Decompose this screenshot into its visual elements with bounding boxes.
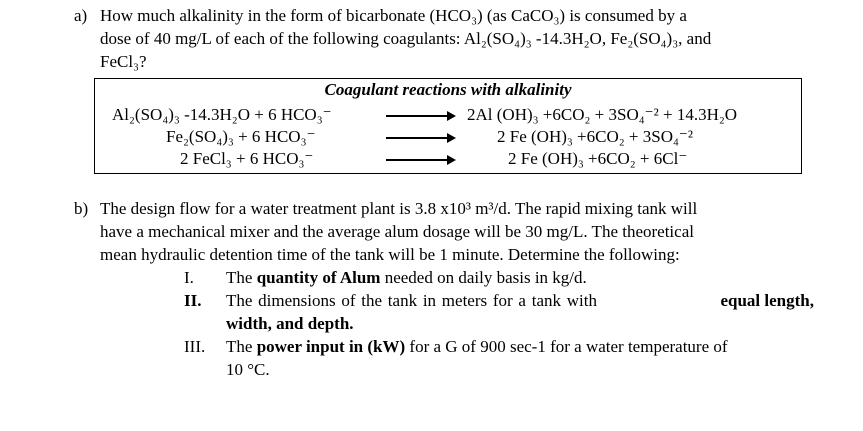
item-1-text: The quantity of Alum needed on daily basis in kg/d. bbox=[226, 268, 587, 287]
part-b-label: b) bbox=[74, 199, 89, 218]
part-b-line-3: mean hydraulic detention time of the tank will be 1 minute. Determine the following: bbox=[100, 245, 680, 264]
reaction-2-products: 2 Fe (OH)₃ +6CO₂ + 3SO₄⁻² bbox=[497, 127, 693, 146]
part-b-line-1: The design flow for a water treatment plant is 3.8 x10³ m³/d. The rapid mixing tank will bbox=[100, 199, 698, 218]
part-b-line-2: have a mechanical mixer and the average alum dosage will be 30 mg/L. The theoretical bbox=[100, 222, 694, 241]
part-a-label: a) bbox=[74, 6, 88, 25]
part-a-line-2: dose of 40 mg/L of each of the following coagulants: Al₂(SO₄)₃ -14.3H₂O, Fe₂(SO₄)₃, and bbox=[100, 29, 712, 48]
item-2-emphasis: equal length, bbox=[720, 291, 814, 310]
part-a-line-1: How much alkalinity in the form of bicarbonate (HCO₃) (as CaCO₃) is consumed by a bbox=[100, 6, 687, 25]
reaction-3-arrow bbox=[386, 159, 454, 161]
part-a-line-3: FeCl₃? bbox=[100, 52, 147, 71]
item-1-number: I. bbox=[184, 268, 194, 287]
item-3-number: III. bbox=[184, 337, 206, 356]
item-3-text: The power input in (kW) for a G of 900 sec-1 for a water temperature of bbox=[226, 337, 728, 356]
reaction-3-reactants: 2 FeCl₃ + 6 HCO₃⁻ bbox=[180, 149, 314, 168]
item-2-number: II. bbox=[184, 291, 202, 310]
reaction-3-products: 2 Fe (OH)₃ +6CO₂ + 6Cl⁻ bbox=[508, 149, 688, 168]
item-1-emphasis: quantity of Alum bbox=[256, 268, 381, 287]
reaction-1-reactants: Al₂(SO₄)₃ -14.3H₂O + 6 HCO₃⁻ bbox=[112, 105, 332, 124]
reactions-title: Coagulant reactions with alkalinity bbox=[324, 80, 572, 99]
item-2-text: The dimensions of the tank in meters for a tank with equal length, bbox=[226, 291, 814, 310]
item-3-emphasis: power input in (kW) bbox=[256, 337, 406, 356]
item-3-text-line-2: 10 °C. bbox=[226, 360, 270, 379]
reaction-1-arrow bbox=[386, 115, 454, 117]
reaction-2-arrow bbox=[386, 137, 454, 139]
reaction-1-products: 2Al (OH)₃ +6CO₂ + 3SO₄⁻² + 14.3H₂O bbox=[467, 105, 738, 124]
item-2-text-line-2: width, and depth. bbox=[226, 314, 354, 333]
reaction-2-reactants: Fe₂(SO₄)₃ + 6 HCO₃⁻ bbox=[166, 127, 316, 146]
